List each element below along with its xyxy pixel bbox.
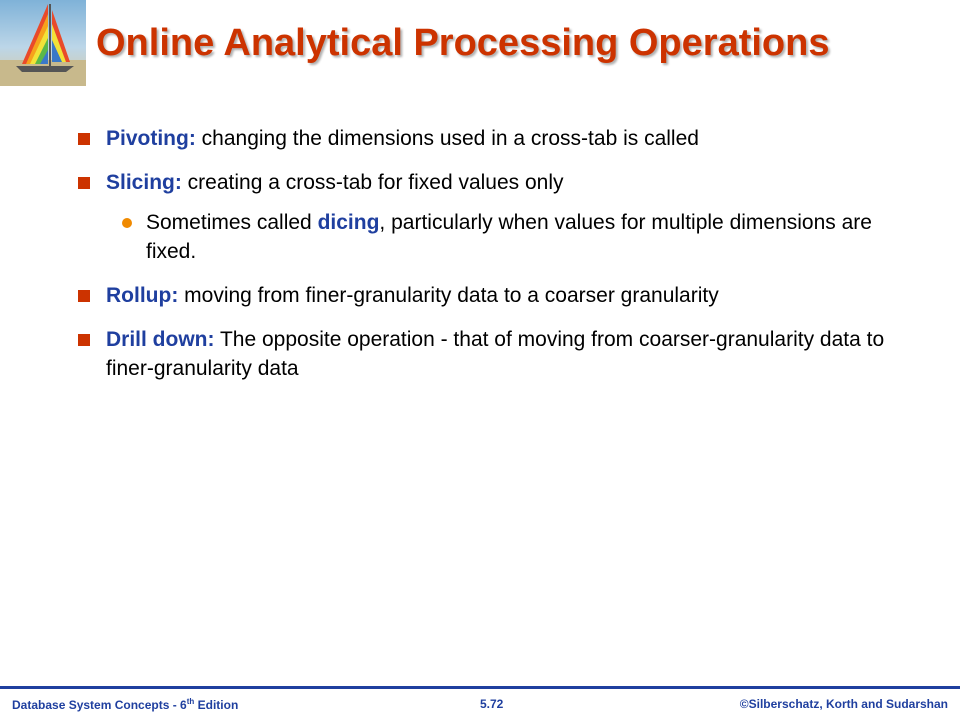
bullet-drill-down [78, 325, 918, 383]
bullet-text: The opposite operation - that of moving from coarser-granularity data to finer-granularity data [106, 328, 885, 380]
footer-page-number: 5.72 [480, 697, 504, 711]
footer-book-title [12, 697, 238, 712]
footer-book-sup: th [186, 697, 195, 706]
sub-bullet-text-before: Sometimes called [146, 211, 318, 234]
bullet-keyword: Slicing: [106, 171, 182, 194]
bullet-text: creating a cross-tab for fixed values only [181, 171, 564, 194]
round-bullet-icon [122, 218, 132, 228]
footer-divider [0, 686, 960, 689]
square-bullet-icon [78, 290, 90, 302]
bullet-keyword: Drill down: [106, 328, 215, 351]
bullet-keyword: Rollup: [106, 284, 179, 307]
bullet-keyword: Pivoting: [106, 127, 196, 150]
footer-book-text: Database System Concepts - 6 [12, 698, 187, 712]
bullet-list [78, 124, 918, 398]
bullet-text: moving from finer-granularity data to a coarser granularity [178, 284, 719, 307]
bullet-pivoting [78, 124, 918, 153]
bullet-slicing [78, 168, 918, 197]
slide-title: Online Analytical Processing Operations [96, 22, 830, 64]
sailboat-logo-icon [0, 0, 86, 86]
sub-bullet-text-after: , particularly when values for multiple dimensions are fixed. [146, 211, 872, 263]
footer-copyright: ©Silberschatz, Korth and Sudarshan [739, 697, 948, 711]
square-bullet-icon [78, 334, 90, 346]
sub-bullet-keyword: dicing [317, 211, 380, 234]
bullet-rollup [78, 281, 918, 310]
square-bullet-icon [78, 133, 90, 145]
footer-book-suffix: Edition [194, 698, 239, 712]
sub-bullet-dicing [78, 208, 918, 266]
square-bullet-icon [78, 177, 90, 189]
bullet-text: changing the dimensions used in a cross-tab is called [195, 127, 699, 150]
